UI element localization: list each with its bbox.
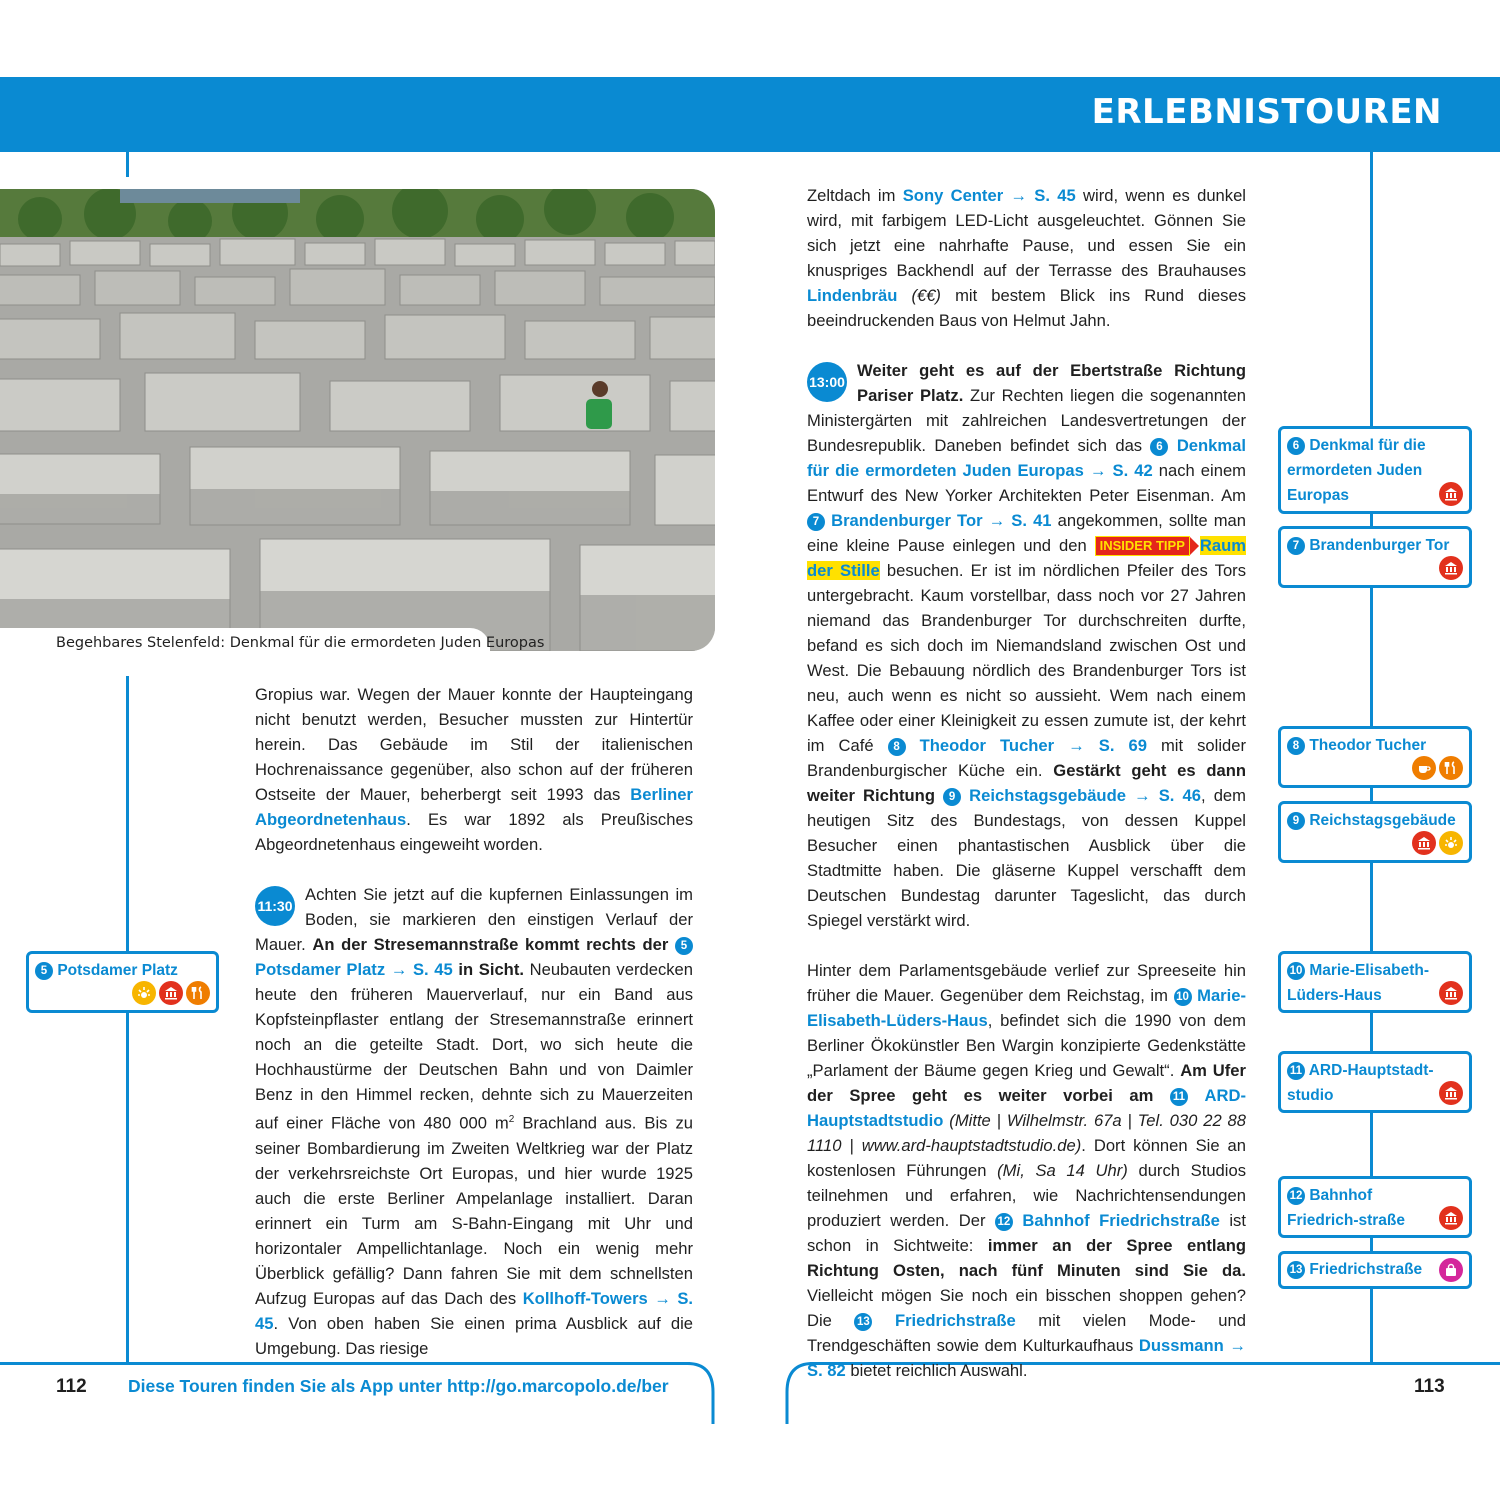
stop-number: 12 <box>1287 1187 1305 1205</box>
link-lindenbraeu[interactable]: Lindenbräu <box>807 286 898 305</box>
guide-line <box>126 676 129 1362</box>
museum-icon <box>1439 556 1463 580</box>
box-label: Bahnhof Friedrich-straße <box>1287 1187 1406 1229</box>
paragraph: Hinter dem Parlamentsgebäude verlief zur Spreeseite hin früher die Mauer. Gegenüber dem Reichstag, im 10 Marie-Elisabeth-Lüders-Haus, befindet sich die 1990 von dem Berliner Ökokünstler Ben Wargin konzipierte Gedenkstätte „Parlament der Bäume gegen Krieg und Gewalt“. Am Ufer der Spree geht es weiter vorbei am 11 ARD-Hauptstadtstudio (Mitte | Wilhelmstr. 67a | Tel. 030 22 88 1110 | www.ard-hauptstadtstudio.de). Dort können Sie an kostenlosen Führungen (Mi, Sa 14 Uhr) durch Studios teilnehmen und erfahren, wie Nachrichtensendungen produziert werden. Der 12 Bahnhof Friedrichstraße ist schon in Sichtweite: immer an der Spree entlang Richtung Osten, nach fünf Minuten sind Sie da. Vielleicht mögen Sie noch ein bisschen shoppen gehen? Die 13 Friedrichstraße mit vielen Mode- und Trendgeschäften sowie dem Kulturkaufhaus Dussmann → S. 82 bietet reichlich Auswahl. <box>807 961 1247 1380</box>
stop-number: 7 <box>807 513 825 531</box>
photo-caption: Begehbares Stelenfeld: Denkmal für die ermordeten Juden Europas <box>56 635 545 651</box>
guide-line <box>0 1362 690 1365</box>
museum-icon <box>1439 1081 1463 1105</box>
museum-icon <box>1439 1206 1463 1230</box>
stop-number: 11 <box>1287 1062 1305 1080</box>
sidebar-box-reichstagsgebaeude[interactable] <box>1278 801 1472 863</box>
stop-number: 6 <box>1287 437 1305 455</box>
link-reichstagsgebaeude[interactable]: Reichstagsgebäude → S. 46 <box>969 786 1201 805</box>
link-ard-hauptstadtstudio[interactable]: ARD-Hauptstadtstudio <box>807 1086 1246 1130</box>
link-bahnhof-friedrichstrasse[interactable]: Bahnhof Friedrichstraße <box>1022 1211 1220 1230</box>
app-link[interactable]: Diese Touren finden Sie als App unter http://go.marcopolo.de/ber <box>128 1376 669 1396</box>
link-brandenburger-tor[interactable]: Brandenburger Tor → S. 41 <box>831 511 1052 530</box>
box-label: Potsdamer Platz <box>57 962 178 979</box>
sidebar-box-bahnhof-friedrichstrasse[interactable] <box>1278 1176 1472 1238</box>
box-label: Friedrichstraße <box>1309 1261 1423 1278</box>
museum-icon <box>1439 482 1463 506</box>
stop-number: 8 <box>888 738 906 756</box>
paragraph: Gropius war. Wegen der Mauer konnte der Haupteingang nicht benutzt werden, Besucher mussten zur Hintertür herein. Das Gebäude im Stil der italienischen Hochrenaissance gegenüber, also schon auf der früheren Ostseite der Mauer, beherbergt seit 1993 das Berliner Abgeordnetenhaus. Es war 1892 als Preußisches Abgeordnetenhaus eingeweiht worden. <box>255 685 693 854</box>
box-label: Reichstagsgebäude <box>1309 812 1456 829</box>
link-kollhoff-towers[interactable]: Kollhoff-Towers → S. 45 <box>255 1288 693 1333</box>
paragraph: 13:00 Weiter geht es auf der Ebertstraße Richtung Pariser Platz. Zur Rechten liegen die sogenannten Ministergärten mit zahlreichen Landesvertretungen der Bundesrepublik. Daneben befindet sich das 6 Denkmal für die ermordeten Juden Europas → S. 42 nach einem Entwurf des New Yorker Architekten Peter Eisenman. Am 7 Brandenburger Tor → S. 41 angekommen, sollte man eine kleine Pause einlegen und den INSIDER TIPP Raum der Stille besuchen. Er ist im nördlichen Pfeiler des Tors untergebracht. Kaum vorstellbar, dass noch vor 27 Jahren niemand das Brandenburger Tor durchschreiten durfte, befand es sich doch im Niemandsland zwischen Ost und West. Die Bebauung nördlich des Brandenburger Tors ist neu, auch wenn es nicht so aussieht. Wem nach einem Kaffee oder einer Kleinigkeit zu essen zumute ist, der kehrt im Café 8 Theodor Tucher → S. 69 mit solider Brandenburgischer Küche ein. Gestärkt geht es dann weiter Richtung 9 Reichstagsgebäude → S. 46, dem heutigen Sitz des Bundestags, von dessen Kuppel Besucher einen phantastischen Ausblick über die Stadtmitte haben. Die gläserne Kuppel verschafft dem Deutschen Bundestag darunter Tageslicht, das durch Spiegel verstärkt wird. <box>807 361 1246 930</box>
box-label: Denkmal für die ermordeten Juden Europas <box>1287 437 1426 504</box>
stop-number: 13 <box>854 1313 872 1331</box>
stop-number: 7 <box>1287 537 1305 555</box>
stop-number: 6 <box>1150 438 1168 456</box>
sidebar-box-potsdamer-platz[interactable] <box>26 951 219 1013</box>
cafe-icon <box>1412 756 1436 780</box>
time-badge: 13:00 <box>807 362 847 402</box>
stop-number: 5 <box>675 937 693 955</box>
stop-number: 9 <box>1287 812 1305 830</box>
memorial-photo <box>0 189 715 651</box>
link-theodor-tucher[interactable]: Theodor Tucher → S. 69 <box>919 736 1147 755</box>
link-raum-der-stille[interactable]: Raum der Stille <box>807 536 1246 580</box>
museum-icon <box>1439 981 1463 1005</box>
right-column <box>807 183 1246 1383</box>
restaurant-icon <box>1439 756 1463 780</box>
guide-line <box>126 152 129 177</box>
link-friedrichstrasse[interactable]: Friedrichstraße <box>894 1311 1016 1330</box>
museum-icon <box>159 981 183 1005</box>
museum-icon <box>1412 831 1436 855</box>
link-marie-elisabeth-lueders-haus[interactable]: Marie-Elisabeth-Lüders-Haus <box>807 986 1246 1030</box>
stop-number: 11 <box>1170 1088 1188 1106</box>
page-number-left: 112 <box>56 1376 87 1397</box>
link-dussmann[interactable]: Dussmann → S. 82 <box>807 1336 1246 1380</box>
sidebar-box-brandenburger-tor[interactable] <box>1278 526 1472 588</box>
sidebar-box-denkmal[interactable] <box>1278 426 1472 514</box>
stop-number: 13 <box>1287 1261 1305 1279</box>
insider-tipp-badge: INSIDER TIPP <box>1095 536 1190 556</box>
sightseeing-icon <box>132 981 156 1005</box>
page-title: ERLEBNISTOUREN <box>1091 92 1442 132</box>
link-potsdamer-platz[interactable]: Potsdamer Platz → S. 45 <box>255 960 453 979</box>
box-label: Theodor Tucher <box>1309 737 1427 754</box>
page-number-right: 113 <box>1414 1376 1445 1397</box>
stop-number: 5 <box>35 962 53 980</box>
box-label: Brandenburger Tor <box>1309 537 1450 554</box>
link-denkmal[interactable]: Denkmal für die ermordeten Juden Europas → S. 42 <box>807 436 1246 480</box>
link-berliner-abgeordnetenhaus[interactable]: Berliner Abgeordnetenhaus <box>255 785 693 829</box>
link-sony-center[interactable]: Sony Center → S. 45 <box>902 186 1076 205</box>
sidebar-box-ard-hauptstadtstudio[interactable] <box>1278 1051 1472 1113</box>
stop-number: 10 <box>1287 962 1305 980</box>
sidebar-box-marie-elisabeth-lueders-haus[interactable] <box>1278 951 1472 1013</box>
left-column <box>255 682 693 1361</box>
stop-number: 9 <box>943 788 961 806</box>
paragraph: 11:30 Achten Sie jetzt auf die kupfernen Einlassungen im Boden, sie markieren den einstigen Verlauf der Mauer. An der Stresemannstraße kommt rechts der 5 Potsdamer Platz → S. 45 in Sicht. Neubauten verdecken heute den früheren Mauerverlauf, nur ein Band aus Kopfsteinpflaster entlang der Stresemannstraße erinnert noch an die geteilte Stadt. Dort, wo sich heute die Hochhaustürme der Deutschen Bahn und von Daimler Benz in den Himmel recken, dehnte sich zu Mauerzeiten auf einer Fläche von 480 000 $m^2$ Brachland aus. Bis zu seiner Bombardierung im Zweiten Weltkrieg war der Platz der verkehrsreichste Ort Europas, und hier wurde 1925 auch die erste Berliner Ampelanlage installiert. Daran erinnert ein Turm am S-Bahn-Eingang mit Uhr und horizontaler Ampellichtanlage. Noch ein wenig mehr Überblick gefällig? Dann fahren Sie mit dem schnellsten Aufzug Europas auf das Dach des Kollhoff-Towers → S. 45. Von oben haben Sie einen prima Ausblick auf die Umgebung. Das riesige <box>255 885 693 1358</box>
box-label: Marie-Elisabeth-Lüders-Haus <box>1287 962 1430 1004</box>
paragraph: Zeltdach im Sony Center → S. 45 wird, wenn es dunkel wird, mit farbigem LED-Licht ausgeleuchtet. Gönnen Sie sich jetzt eine nahrhafte Pause, und essen Sie ein knuspriges Backhendl auf der Terrasse des Brauhauses Lindenbräu (€€) mit bestem Blick ins Rund dieses beeindruckenden Baus von Helmut Jahn. <box>807 186 1246 330</box>
box-label: ARD-Hauptstadt-studio <box>1287 1062 1434 1104</box>
shopping-icon <box>1439 1258 1463 1282</box>
sightseeing-icon <box>1439 831 1463 855</box>
stop-number: 8 <box>1287 737 1305 755</box>
page-corner-left <box>686 1362 716 1424</box>
stop-number: 10 <box>1174 988 1192 1006</box>
sidebar-box-theodor-tucher[interactable] <box>1278 726 1472 788</box>
restaurant-icon <box>186 981 210 1005</box>
sidebar-box-friedrichstrasse[interactable] <box>1278 1251 1472 1289</box>
time-badge: 11:30 <box>255 886 295 926</box>
stop-number: 12 <box>995 1213 1013 1231</box>
